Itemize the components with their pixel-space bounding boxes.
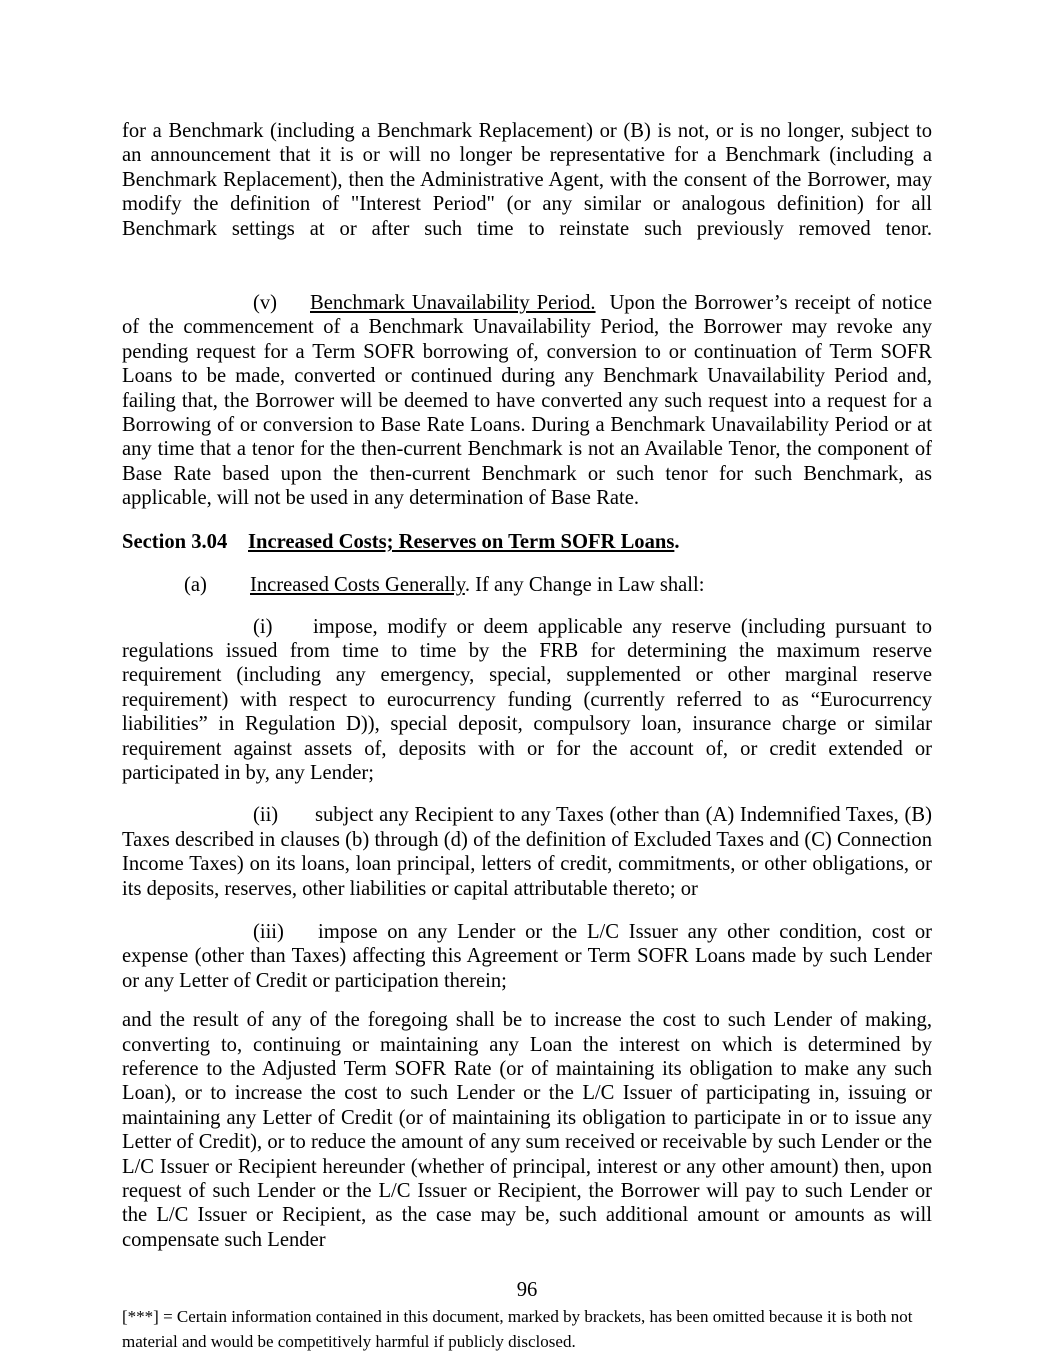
clause-ii-label: (ii) bbox=[253, 804, 279, 827]
clause-a-body: . If any Change in Law shall: bbox=[464, 574, 705, 597]
clause-iii-paragraph bbox=[122, 920, 932, 993]
clause-i-body: impose, modify or deem applicable any reserve (including pursuant to regulations issued from time to time by the FRB for determining the maximum reserve requirement (including any emergency, special, supplemented or other marginal reserve requirement) with respect to eurocurrency funding (currently referred to as “Eurocurrency liabilities” in Regulation D)), special deposit, compulsory loan, insurance charge or similar requirement against assets of, deposits with or for the account of, or credit extended or participated in by, any Lender; bbox=[122, 615, 932, 784]
paragraph-benchmark-tenor: for a Benchmark (including a Benchmark Replacement) or (B) is not, or is no longer, subject to an announcement that it is or will no longer be representative for a Benchmark (including a Benchmark Replacement), then the Administrative Agent, with the consent of the Borrower, may modify the definition of "Interest Period" (or any similar or analogous definition) for all Benchmark settings at or after such time to reinstate such previously removed tenor. bbox=[122, 120, 932, 240]
clause-v-paragraph bbox=[122, 291, 932, 511]
clause-i-paragraph bbox=[122, 615, 932, 786]
clause-ii-paragraph bbox=[122, 803, 932, 901]
section-3-04-period: . bbox=[674, 530, 680, 553]
section-3-04-title: Increased Costs; Reserves on Term SOFR Loans bbox=[248, 530, 675, 553]
section-3-04-label: Section 3.04 bbox=[122, 530, 228, 553]
page-number: 96 bbox=[516, 1279, 538, 1302]
clause-i-label: (i) bbox=[253, 615, 273, 638]
clause-v-heading: Benchmark Unavailability Period. bbox=[310, 292, 596, 315]
clause-a-paragraph bbox=[122, 573, 932, 597]
clause-a-heading: Increased Costs Generally bbox=[250, 574, 465, 597]
footnote: [***] = Certain information contained in this document, marked by brackets, has been omitted because it is both not material and would be competitively harmful if publicly disclosed. bbox=[122, 1306, 913, 1351]
clause-iii-label: (iii) bbox=[253, 920, 284, 943]
clause-ii-body: subject any Recipient to any Taxes (other than (A) Indemnified Taxes, (B) Taxes described in clauses (b) through (d) of the definition of Excluded Taxes and (C) Connection Income Taxes) on its loans, loan principal, letters of credit, commitments, or other obligations, or its deposits, reserves, other liabilities or capital attributable thereto; or bbox=[122, 804, 932, 900]
clause-iii-body: impose on any Lender or the L/C Issuer any other condition, cost or expense (other than Taxes) affecting this Agreement or Term SOFR Loans made by such Lender or any Letter of Credit or participation therein; bbox=[122, 920, 932, 992]
section-3-04-heading bbox=[122, 530, 932, 554]
paragraph-result: and the result of any of the foregoing shall be to increase the cost to such Lender of making, converting to, continuing or maintaining any Loan the interest on which is determined by reference to the Adjusted Term SOFR Rate (or of maintaining its obligation to make any such Loan), or to increase the cost to such Lender or the L/C Issuer of participating in, issuing or maintaining any Letter of Credit (or of maintaining its obligation to participate in or to issue any Letter of Credit), or to reduce the amount of any sum received or receivable by such Lender or the L/C Issuer or Recipient hereunder (whether of principal, interest or any other amount) then, upon request of such Lender or the L/C Issuer or Recipient, the Borrower will pay to such Lender or the L/C Issuer or Recipient, as the case may be, such additional amount or amounts as will compensate such Lender bbox=[122, 1009, 932, 1251]
clause-v-label: (v) bbox=[253, 292, 278, 315]
clause-v-body: Upon the Borrower’s receipt of notice of the commencement of a Benchmark Unavailability Period, the Borrower may revoke any pending request for a Term SOFR borrowing of, conversion to or continuation of Term SOFR Loans to be made, converted or continued during any Benchmark Unavailability Period and, failing that, the Borrower will be deemed to have converted any such request into a request for a Borrowing of or conversion to Base Rate Loans. During a Benchmark Unavailability Period or at any time that a tenor for the then-current Benchmark is not an Available Tenor, the component of Base Rate based upon the then-current Benchmark or such tenor for such Benchmark, as applicable, will not be used in any determination of Base Rate. bbox=[122, 292, 932, 510]
clause-a-label: (a) bbox=[184, 574, 207, 597]
